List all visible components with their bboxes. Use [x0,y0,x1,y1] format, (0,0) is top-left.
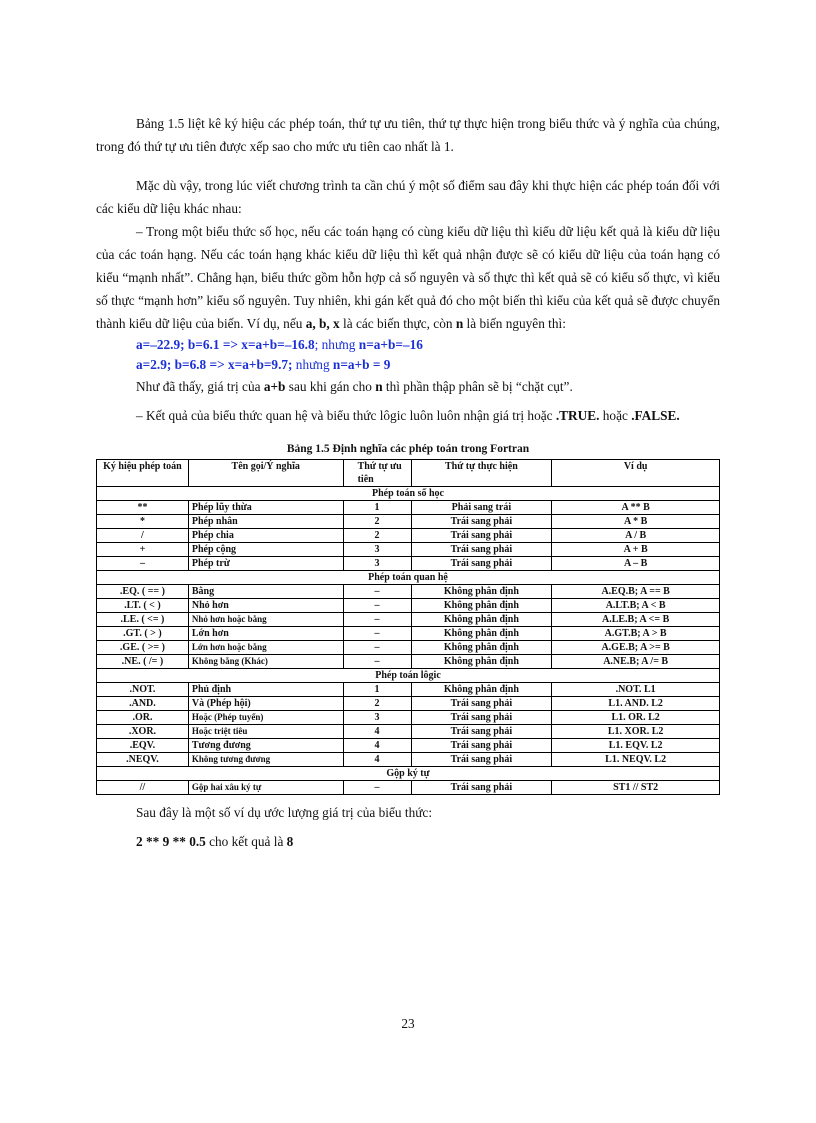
cell-order: Không phân định [411,599,552,613]
cell-example: A.GE.B; A >= B [552,641,720,655]
cell-order: Trái sang phải [411,711,552,725]
cell-order: Không phân định [411,683,552,697]
table-row [97,543,720,557]
paragraph-arithmetic: – Trong một biểu thức số học, nếu các toán hạng có cùng kiểu dữ liệu thì kiểu dữ liệu kết quả là kiểu dữ liệu của các toán hạng. Nếu các toán hạng khác kiểu dữ liệu thì kết quả nhận được sẽ có kiểu dữ liệu của toán hạng có kiểu “mạnh nhất”. Chẳng hạn, biểu thức gồm hỗn hợp cả số nguyên và số thực thì kết quả sẽ có kiểu số thực, vì kiểu số thực “mạnh hơn” kiểu số nguyên. Tuy nhiên, khi gán kết quả đó cho một biến thì kiểu của kết quả sẽ được chuyển thành kiểu dữ liệu của biến. Ví dụ, nếu a, b, x là các biến thực, còn n là biến nguyên thì: [96,224,720,331]
paragraph-intro: Bảng 1.5 liệt kê ký hiệu các phép toán, thứ tự ưu tiên, thứ tự thực hiện trong biểu thức và ý nghĩa của chúng, trong đó thứ tự ưu tiên được xếp sao cho mức ưu tiên cao nhất là 1. [96,116,720,154]
section-header-row [97,767,720,781]
cell-example: L1. NEQV. L2 [552,753,720,767]
cell-order: Trái sang phải [411,725,552,739]
cell-priority: – [343,641,411,655]
table-row [97,627,720,641]
table-row [97,753,720,767]
cell-name: Không bằng (Khác) [188,655,343,669]
header-order: Thứ tự thực hiện [411,460,552,487]
table-row [97,697,720,711]
cell-symbol: .AND. [97,697,189,711]
section-header-row [97,571,720,585]
cell-example: A * B [552,515,720,529]
cell-symbol: .LE. ( <= ) [97,613,189,627]
cell-name: Tương đương [188,739,343,753]
operators-table [96,459,720,795]
cell-order: Trái sang phải [411,529,552,543]
section-title: Gộp ký tự [97,767,720,781]
table-row [97,585,720,599]
cell-name: Lớn hơn [188,627,343,641]
table-row [97,683,720,697]
cell-example: L1. XOR. L2 [552,725,720,739]
header-symbol: Ký hiệu phép toán [97,460,189,487]
cell-order: Phải sang trái [411,501,552,515]
cell-order: Không phân định [411,641,552,655]
cell-priority: – [343,585,411,599]
cell-symbol: // [97,781,189,795]
cell-priority: – [343,781,411,795]
cell-order: Trái sang phải [411,697,552,711]
section-title: Phép toán số học [97,487,720,501]
table-row [97,641,720,655]
code-example-1: a=–22.9; b=6.1 => x=a+b=–16.8; nhưng n=a+b=–16 [136,337,423,352]
cell-priority: 1 [343,501,411,515]
cell-priority: 2 [343,529,411,543]
cell-symbol: .EQ. ( == ) [97,585,189,599]
table-header-row [97,460,720,487]
cell-name: Phép cộng [188,543,343,557]
cell-name: Và (Phép hội) [188,697,343,711]
cell-name: Phép lũy thừa [188,501,343,515]
cell-name: Phép trừ [188,557,343,571]
cell-example: A.GT.B; A > B [552,627,720,641]
cell-symbol: .GT. ( > ) [97,627,189,641]
table-row [97,613,720,627]
section-header-row [97,669,720,683]
cell-symbol: – [97,557,189,571]
cell-priority: – [343,599,411,613]
paragraph-examples: Sau đây là một số ví dụ ước lượng giá trị của biểu thức: [136,805,433,820]
cell-example: .NOT. L1 [552,683,720,697]
table-row [97,557,720,571]
cell-example: A / B [552,529,720,543]
cell-name: Phép chia [188,529,343,543]
cell-priority: 4 [343,725,411,739]
cell-name: Nhỏ hơn hoặc bằng [188,613,343,627]
cell-example: A + B [552,543,720,557]
cell-symbol: .LT. ( < ) [97,599,189,613]
paragraph-note: Mặc dù vậy, trong lúc viết chương trình ta cần chú ý một số điểm sau đây khi thực hiện các phép toán đối với các kiểu dữ liệu khác nhau: [96,178,720,216]
cell-example: ST1 // ST2 [552,781,720,795]
cell-order: Trái sang phải [411,739,552,753]
table-row [97,501,720,515]
code-example-2: a=2.9; b=6.8 => x=a+b=9.7; nhưng n=a+b = 9 [136,357,391,372]
cell-name: Nhỏ hơn [188,599,343,613]
cell-priority: 1 [343,683,411,697]
cell-symbol: .NE. ( /= ) [97,655,189,669]
header-example: Ví dụ [552,460,720,487]
cell-name: Lớn hơn hoặc bằng [188,641,343,655]
section-header-row [97,487,720,501]
cell-example: A ** B [552,501,720,515]
cell-example: A.LT.B; A < B [552,599,720,613]
table-body [97,487,720,795]
cell-name: Hoặc (Phép tuyển) [188,711,343,725]
table-row [97,725,720,739]
paragraph-truncation: Như đã thấy, giá trị của a+b sau khi gán cho n thì phần thập phân sẽ bị “chặt cụt”. [136,379,573,394]
table-row [97,599,720,613]
cell-name: Gộp hai xâu ký tự [188,781,343,795]
cell-priority: 2 [343,697,411,711]
cell-priority: 4 [343,739,411,753]
cell-example: L1. OR. L2 [552,711,720,725]
page-content [96,112,720,853]
cell-order: Trái sang phải [411,753,552,767]
paragraph-example-1: 2 ** 9 ** 0.5 cho kết quả là 8 [136,834,294,849]
table-row [97,739,720,753]
cell-symbol: * [97,515,189,529]
table-row [97,515,720,529]
cell-order: Trái sang phải [411,557,552,571]
cell-name: Phép nhân [188,515,343,529]
table-row [97,529,720,543]
cell-order: Trái sang phải [411,781,552,795]
cell-name: Bằng [188,585,343,599]
cell-priority: – [343,613,411,627]
cell-order: Trái sang phải [411,543,552,557]
cell-priority: 3 [343,543,411,557]
cell-symbol: .OR. [97,711,189,725]
cell-symbol: .GE. ( >= ) [97,641,189,655]
cell-name: Hoặc triệt tiêu [188,725,343,739]
cell-symbol: .XOR. [97,725,189,739]
table-row [97,781,720,795]
page-number: 23 [401,1016,415,1031]
header-name: Tên gọi/Ý nghĩa [188,460,343,487]
table-row [97,655,720,669]
cell-order: Không phân định [411,585,552,599]
cell-symbol: .NEQV. [97,753,189,767]
cell-symbol: + [97,543,189,557]
cell-priority: 3 [343,557,411,571]
cell-order: Trái sang phải [411,515,552,529]
cell-example: A – B [552,557,720,571]
cell-example: A.EQ.B; A == B [552,585,720,599]
section-title: Phép toán quan hệ [97,571,720,585]
cell-example: L1. EQV. L2 [552,739,720,753]
cell-name: Phủ định [188,683,343,697]
table-row [97,711,720,725]
cell-priority: 3 [343,711,411,725]
cell-order: Không phân định [411,655,552,669]
section-title: Phép toán lôgic [97,669,720,683]
cell-symbol: .EQV. [97,739,189,753]
cell-order: Không phân định [411,627,552,641]
cell-example: A.LE.B; A <= B [552,613,720,627]
cell-name: Không tương đương [188,753,343,767]
cell-priority: 2 [343,515,411,529]
cell-symbol: .NOT. [97,683,189,697]
paragraph-logic: – Kết quả của biểu thức quan hệ và biểu thức lôgic luôn luôn nhận giá trị hoặc .TRUE. hoặc .FALSE. [136,408,680,423]
table-caption: Bảng 1.5 Định nghĩa các phép toán trong Fortran [286,443,530,455]
cell-priority: 4 [343,753,411,767]
cell-priority: – [343,655,411,669]
cell-symbol: ** [97,501,189,515]
cell-order: Không phân định [411,613,552,627]
cell-symbol: / [97,529,189,543]
cell-priority: – [343,627,411,641]
header-priority: Thứ tự ưu tiên [343,460,411,487]
cell-example: A.NE.B; A /= B [552,655,720,669]
cell-example: L1. AND. L2 [552,697,720,711]
